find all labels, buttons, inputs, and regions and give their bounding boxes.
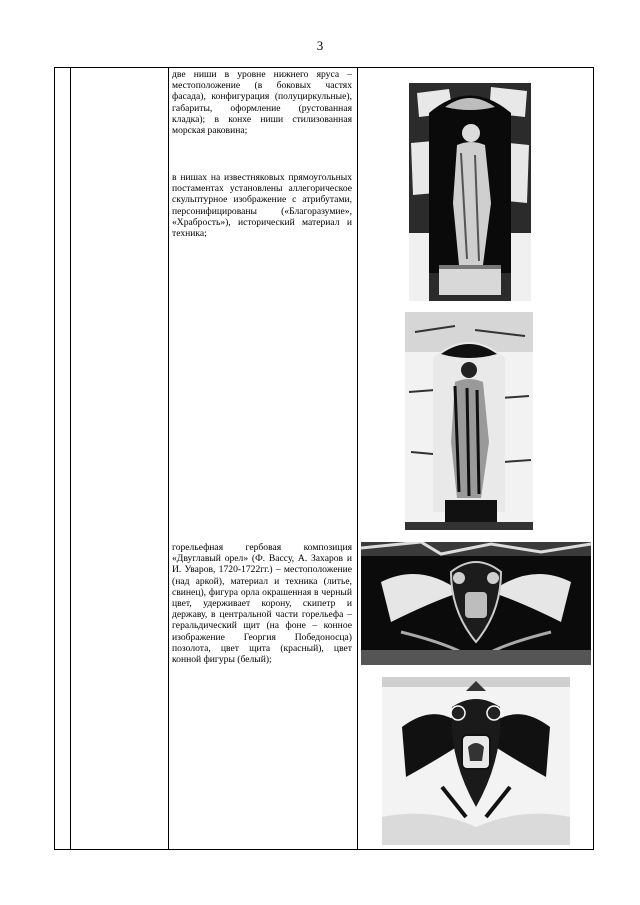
niches-description [172, 69, 352, 136]
column-divider [357, 68, 358, 849]
eagle-paragraph: горельефная гербовая композиция «Двуглавый орел» (Ф. Вассу, А. Захаров и И. Уваров, 1720-1722гг.) – местоположение (над аркой), материал и техника (литье, свинец), фигура орла окрашенная в черный цвет, удерживает корону, скипетр и державу, в центральной части горельефа – геральдический щит (на фоне – конное изображение Георгия Победоносца) позолота, цвет щита (красный), цвет конной фигуры (белый); [172, 542, 352, 666]
statue-photo-prudence [409, 83, 531, 301]
statue-prudence-image [409, 83, 531, 301]
statue-photo-courage [405, 312, 533, 530]
sculpture-paragraph: в нишах на известняковых прямоугольных постаментах установлены аллегорическое скульптурное изображение с атрибутами, персонифицированы («Благоразумие», «Храбрость»), исторический материал и техника; [172, 172, 352, 240]
column-divider [168, 68, 169, 849]
niches-paragraph: две ниши в уровне нижнего яруса – местоположение (в боковых частях фасада), конфигурация (полуциркульные), габариты, оформление (рустованная кладка); в конхе ниши стилизованная морская раковина; [172, 69, 352, 137]
sculpture-description [172, 172, 352, 239]
column-divider [70, 68, 71, 849]
page-number: 3 [316, 38, 324, 53]
eagle-relief-closeup-image [382, 677, 570, 845]
eagle-relief-photo-wide [361, 542, 591, 665]
eagle-description [172, 542, 352, 665]
eagle-relief-photo-closeup [382, 677, 570, 845]
eagle-relief-wide-image [361, 542, 591, 665]
statue-courage-image [405, 312, 533, 530]
